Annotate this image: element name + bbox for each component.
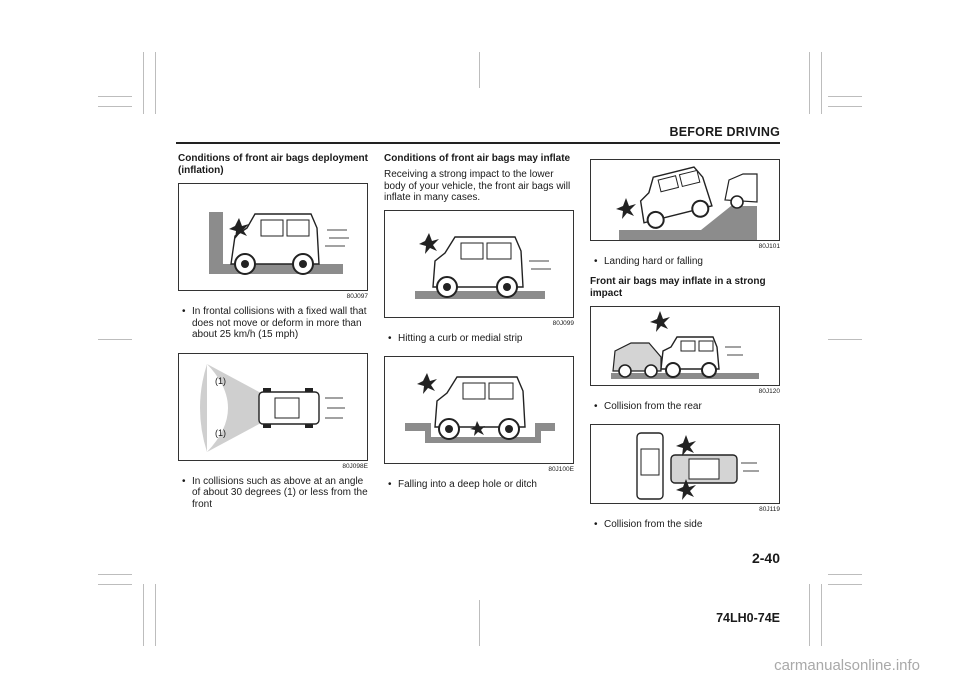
- right-column: [590, 159, 782, 543]
- page-number: 2-40: [751, 550, 780, 566]
- crop-mark: [98, 584, 132, 585]
- angle-label: (1): [215, 427, 226, 438]
- figure-side-collision: [590, 424, 780, 504]
- figure-code: 80J098E: [342, 462, 368, 470]
- figure-code: 80J119: [759, 506, 780, 513]
- strong-impact-heading: Front air bags may inflate in a strong impact: [590, 275, 766, 299]
- watermark: carmanualsonline.info: [774, 657, 920, 674]
- crop-mark: [828, 339, 862, 340]
- bullet-item: • Hitting a curb or medial strip: [388, 333, 576, 345]
- header-rule: [176, 142, 780, 144]
- crop-mark: [479, 600, 480, 646]
- left-column: [178, 153, 370, 522]
- bullet-item: • Collision from the side: [594, 519, 782, 531]
- figure-code: 80J100E: [548, 466, 574, 473]
- bullet-item: • In frontal collisions with a fixed wall that does not move or deform in more than about 25 km/h (15 mph): [182, 306, 370, 341]
- crop-mark: [98, 574, 132, 575]
- figure-code: 80J120: [758, 387, 780, 395]
- crop-mark: [828, 106, 862, 107]
- angle-label: (1): [215, 375, 226, 386]
- crop-mark: [828, 574, 862, 575]
- crop-mark: [98, 339, 132, 340]
- crop-mark: [821, 584, 822, 646]
- bullet-item: • Falling into a deep hole or ditch: [388, 479, 576, 491]
- deployment-heading: Conditions of front air bags deployment (inflation): [178, 153, 368, 176]
- figure-frontal-collision: [178, 183, 368, 291]
- bullet-item: • Collision from the rear: [594, 401, 782, 413]
- crop-mark: [828, 96, 862, 97]
- crop-mark: [143, 52, 144, 114]
- figure-angled-collision: [178, 353, 368, 461]
- crop-mark: [155, 52, 156, 114]
- crop-mark: [98, 106, 132, 107]
- document-code: 74LH0-74E: [716, 611, 780, 625]
- may-inflate-heading: Conditions of front air bags may inflate: [384, 153, 571, 164]
- figure-code: 80J101: [758, 243, 780, 250]
- figure-hard-landing: [590, 159, 780, 241]
- figure-rear-collision: [590, 306, 780, 386]
- section-title: BEFORE DRIVING: [669, 125, 780, 139]
- figure-hole: [384, 356, 574, 464]
- bullet-item: • In collisions such as above at an angle of about 30 degrees (1) or less from the front: [182, 476, 370, 511]
- crop-mark: [809, 52, 810, 114]
- bullet-item: • Landing hard or falling: [594, 256, 782, 268]
- crop-mark: [98, 96, 132, 97]
- intro-paragraph: Receiving a strong impact to the lower body of your vehicle, the front air bags will inflate in many cases.: [384, 169, 571, 203]
- crop-mark: [479, 52, 480, 88]
- crop-mark: [828, 584, 862, 585]
- crop-mark: [155, 584, 156, 646]
- figure-curb: [384, 210, 574, 318]
- crop-mark: [821, 52, 822, 114]
- crop-mark: [809, 584, 810, 646]
- middle-column: [384, 153, 576, 503]
- figure-code: 80J099: [552, 319, 574, 327]
- figure-code: 80J097: [346, 293, 368, 300]
- crop-mark: [143, 584, 144, 646]
